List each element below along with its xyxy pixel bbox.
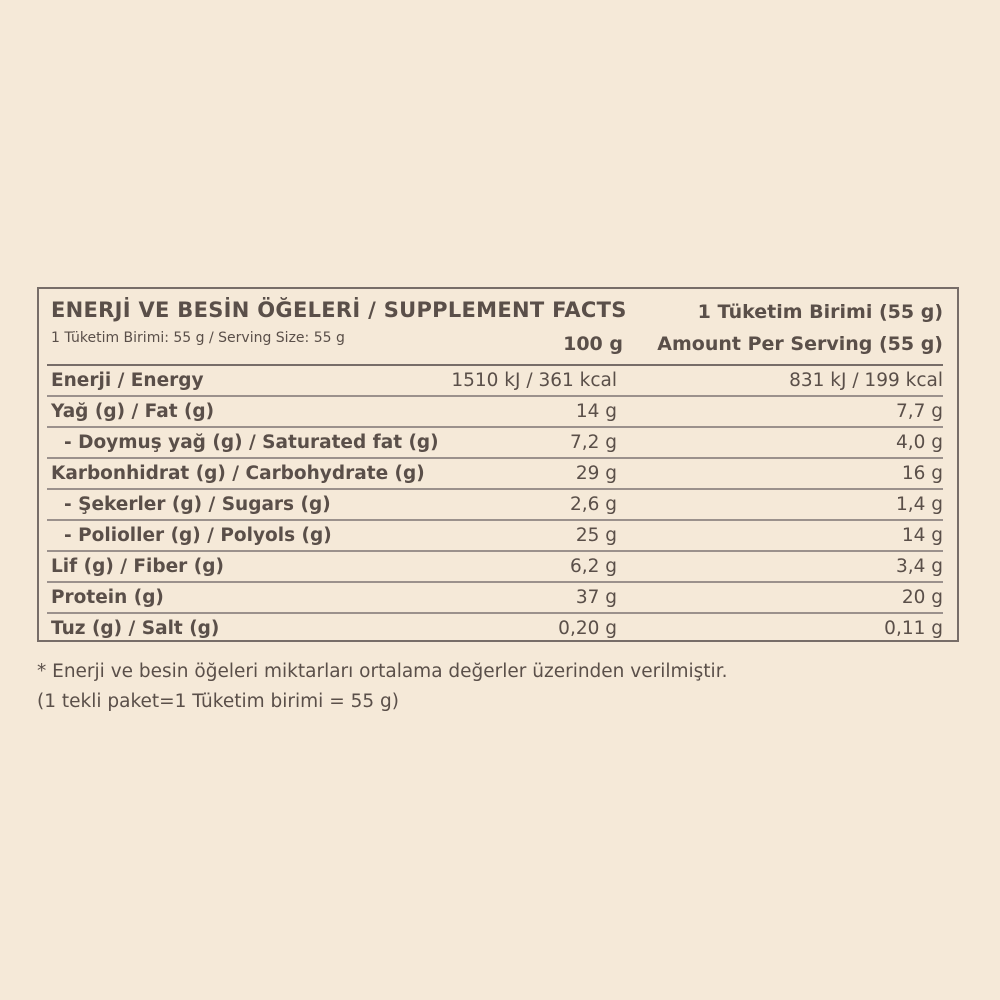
- table-row: [47, 428, 943, 459]
- value-per-serving: 16 g: [901, 463, 943, 484]
- nutrient-name: - Doymuş yağ (g) / Saturated fat (g): [64, 432, 439, 453]
- footnote-line-1: * Enerji ve besin öğeleri miktarları ortalama değerler üzerinden verilmiştir.: [37, 661, 728, 682]
- value-per-100g: 2,6 g: [569, 494, 617, 515]
- table-row: [47, 366, 943, 397]
- table-row: [47, 552, 943, 583]
- value-per-100g: 14 g: [575, 401, 617, 422]
- value-per-serving: 0,11 g: [884, 618, 943, 639]
- nutrient-name: Karbonhidrat (g) / Carbohydrate (g): [51, 463, 425, 484]
- table-row: [47, 397, 943, 428]
- nutrient-name: - Şekerler (g) / Sugars (g): [64, 494, 331, 515]
- value-per-serving: 20 g: [901, 587, 943, 608]
- value-per-serving: 4,0 g: [895, 432, 943, 453]
- table-row: [47, 490, 943, 521]
- table-row: [47, 521, 943, 552]
- nutrient-name: Enerji / Energy: [51, 370, 204, 391]
- table-row: [47, 459, 943, 490]
- value-per-serving: 3,4 g: [895, 556, 943, 577]
- column-header-100g: 100 g: [563, 333, 623, 355]
- value-per-serving: 7,7 g: [895, 401, 943, 422]
- value-per-100g: 6,2 g: [569, 556, 617, 577]
- serving-size-subtitle: 1 Tüketim Birimi: 55 g / Serving Size: 55 g: [51, 330, 345, 346]
- value-per-serving: 14 g: [901, 525, 943, 546]
- nutrient-name: Tuz (g) / Salt (g): [51, 618, 220, 639]
- column-header-serving-title: 1 Tüketim Birimi (55 g): [697, 301, 943, 323]
- column-header-serving-amount: Amount Per Serving (55 g): [657, 333, 943, 355]
- value-per-serving: 1,4 g: [895, 494, 943, 515]
- nutrition-header: [39, 289, 957, 359]
- value-per-100g: 7,2 g: [569, 432, 617, 453]
- nutrient-name: Protein (g): [51, 587, 164, 608]
- value-per-100g: 29 g: [575, 463, 617, 484]
- value-per-100g: 25 g: [575, 525, 617, 546]
- value-per-serving: 831 kJ / 199 kcal: [789, 370, 943, 391]
- nutrition-facts-panel: [37, 287, 959, 642]
- value-per-100g: 0,20 g: [558, 618, 617, 639]
- nutrition-rows: [47, 366, 943, 645]
- value-per-100g: 1510 kJ / 361 kcal: [451, 370, 617, 391]
- table-row: [47, 583, 943, 614]
- nutrition-title: ENERJİ VE BESİN ÖĞELERİ / SUPPLEMENT FACTS: [51, 298, 627, 322]
- nutrient-name: Yağ (g) / Fat (g): [51, 401, 215, 422]
- table-row: [47, 614, 943, 645]
- footnote: [37, 657, 728, 717]
- value-per-100g: 37 g: [575, 587, 617, 608]
- nutrient-name: - Polioller (g) / Polyols (g): [64, 525, 332, 546]
- nutrient-name: Lif (g) / Fiber (g): [51, 556, 224, 577]
- footnote-line-2: (1 tekli paket=1 Tüketim birimi = 55 g): [37, 691, 399, 712]
